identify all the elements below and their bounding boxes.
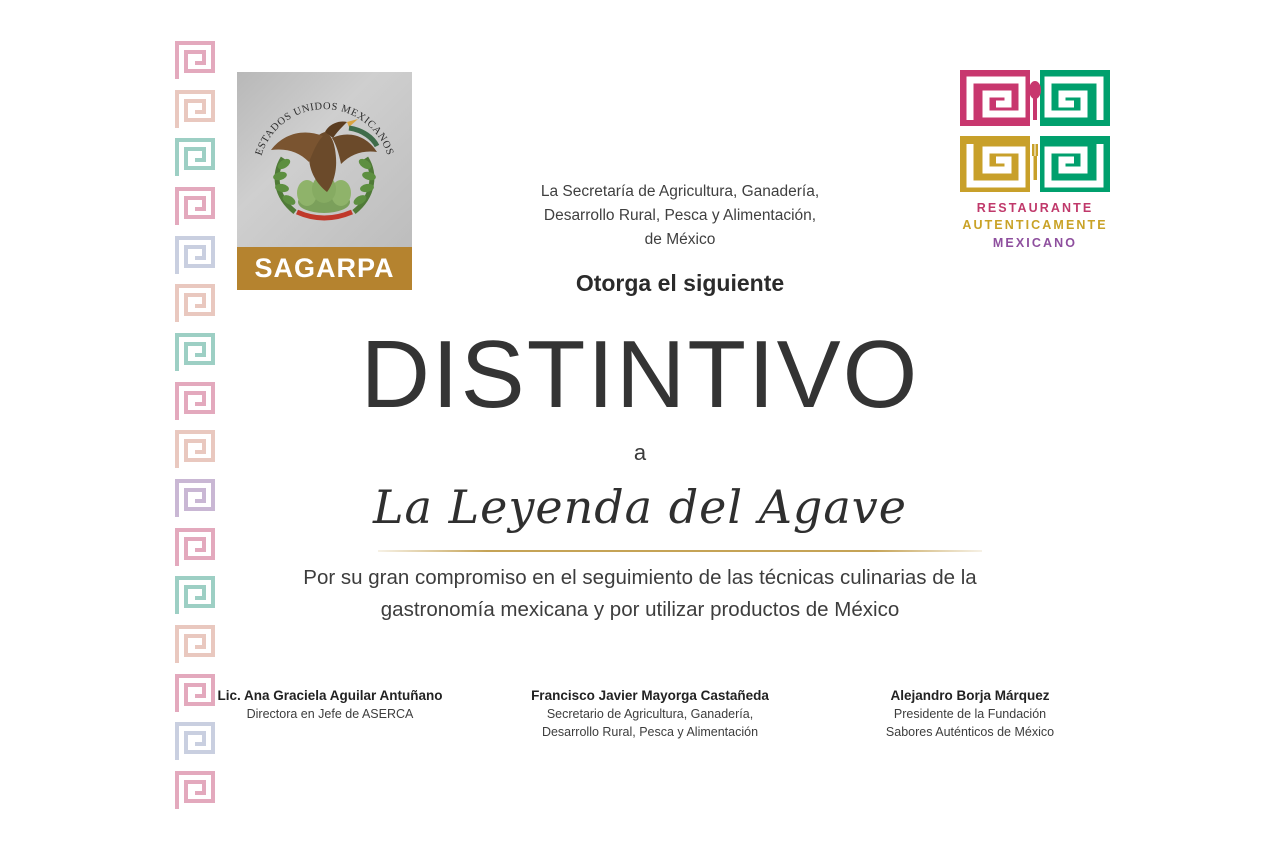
divider — [378, 550, 982, 552]
grant-line: Otorga el siguiente — [575, 270, 785, 297]
signature-block — [180, 688, 1120, 742]
signature-name: Francisco Javier Mayorga Castañeda — [531, 688, 769, 703]
signature-3 — [820, 688, 1120, 742]
mexican-coat-of-arms-icon — [237, 72, 412, 247]
signature-1 — [180, 688, 480, 742]
fret-tile — [172, 38, 218, 84]
crest-ring-text — [237, 72, 412, 247]
fret-tile — [172, 87, 218, 133]
signature-role-line-1: Secretario de Agricultura, Ganadería, — [546, 707, 754, 721]
sagarpa-logo — [237, 72, 412, 290]
issuer-line-1: La Secretaría de Agricultura, Ganadería, — [540, 183, 820, 200]
issuer-line-3: de México — [644, 231, 716, 249]
restaurante-autenticamente-mexicano-logo — [960, 70, 1110, 285]
fret-tile — [172, 184, 218, 230]
recipient-name: La Leyenda del Agave — [373, 480, 907, 534]
signature-2 — [500, 688, 800, 742]
fret-tile — [172, 573, 218, 619]
fret-tile — [172, 622, 218, 668]
title-connector: a — [633, 440, 647, 465]
ram-fret-grid-icon — [960, 70, 1110, 192]
issuer-line-2: Desarrollo Rural, Pesca y Alimentación, — [543, 207, 817, 225]
signature-role-line-1: Presidente de la Fundación — [893, 707, 1047, 721]
fret-tile — [172, 135, 218, 181]
ram-word-restaurante: RESTAURANTE — [976, 201, 1094, 215]
citation-line-2: gastronomía mexicana y por utilizar productos de México — [380, 597, 900, 621]
signature-name: Lic. Ana Graciela Aguilar Antuñano — [217, 688, 443, 703]
fret-tile — [172, 768, 218, 814]
ram-word-mexicano: MEXICANO — [992, 235, 1078, 250]
issuer-statement — [440, 180, 920, 297]
signature-role-line-2: Sabores Auténticos de México — [885, 724, 1055, 739]
fret-tile — [172, 233, 218, 279]
citation-text — [260, 562, 1020, 626]
ram-wordmark — [960, 200, 1110, 252]
page-title: DISTINTIVO — [360, 321, 920, 428]
signature-name: Alejandro Borja Márquez — [890, 688, 1050, 703]
signature-role-line-1: Directora en Jefe de ASERCA — [246, 707, 414, 721]
signature-role-line-2: Desarrollo Rural, Pesca y Alimentación — [541, 724, 759, 739]
sagarpa-wordmark: SAGARPA — [237, 247, 412, 290]
citation-line-1: Por su gran compromiso en el seguimiento de las técnicas culinarias de la — [303, 566, 977, 589]
svg-text:ESTADOS UNIDOS MEXICANOS: ESTADOS UNIDOS MEXICANOS — [253, 101, 396, 158]
ram-word-autenticamente: AUTENTICAMENTE — [962, 218, 1108, 233]
